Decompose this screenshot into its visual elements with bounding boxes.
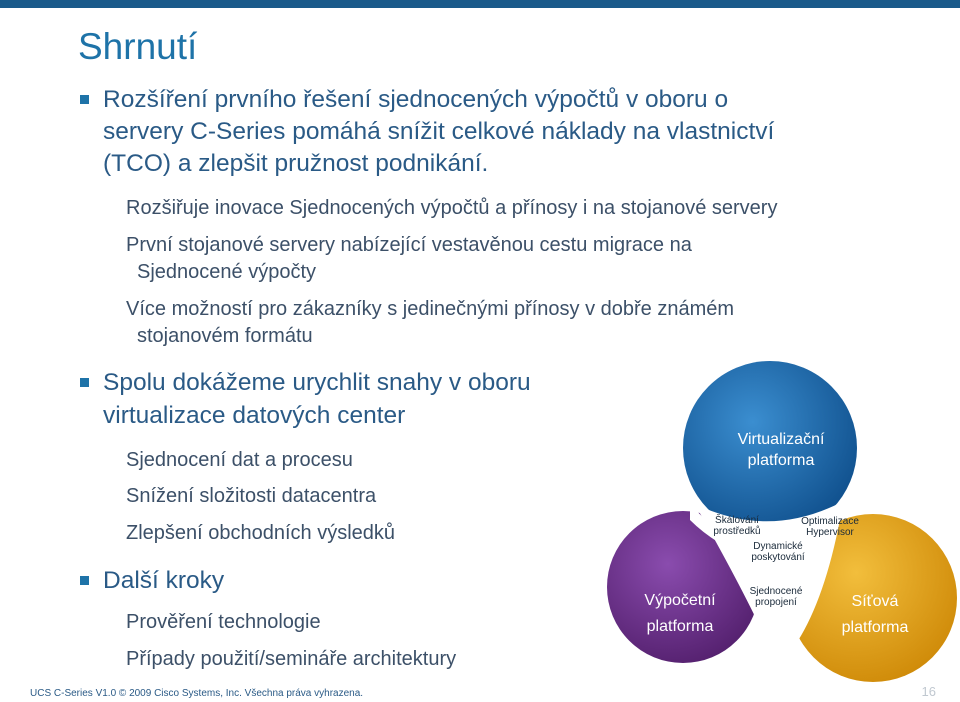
sub-1-2-line-2: Sjednocené výpočty [137, 261, 317, 283]
right-label-2: platforma [841, 619, 909, 636]
overlap-tr-2: Hypervisor [806, 527, 854, 538]
overlap-tl-1: Škálování [715, 515, 759, 526]
sub-1-3-line-2: stojanovém formátu [137, 325, 313, 347]
sub-3-1: Prověření technologie [126, 611, 321, 633]
center-2: poskytování [751, 552, 805, 563]
sub-2-2: Snížení složitosti datacentra [126, 485, 377, 507]
bullet-2-line-2: virtualizace datových center [103, 402, 406, 429]
right-label-1: Síťová [851, 593, 899, 610]
bullet-1-line-2: servery C-Series pomáhá snížit celkové náklady na vlastnictví [103, 118, 775, 145]
bullet-1-line-3: (TCO) a zlepšit pružnost podnikání. [103, 150, 489, 177]
sub-2-1: Sjednocení dat a procesu [126, 449, 353, 471]
slide-title: Shrnutí [78, 26, 198, 67]
page-number: 16 [921, 684, 936, 699]
bullet-1-line-1: Rozšíření prvního řešení sjednocených výpočtů v oboru o [103, 86, 729, 113]
top-label-2: platforma [747, 452, 815, 469]
top-label-1: Virtualizační [737, 431, 825, 448]
sub-2-3: Zlepšení obchodních výsledků [126, 522, 396, 544]
sub-3-2: Případy použití/semináře architektury [126, 648, 457, 670]
overlap-tl-2: prostředků [713, 526, 761, 537]
center-1: Dynamické [753, 541, 803, 552]
left-label-1: Výpočetní [644, 592, 716, 609]
sub-1-3-line-1: Více možností pro zákazníky s jedinečnými přínosy v dobře známém [126, 298, 735, 320]
overlap-tr-1: Optimalizace [801, 516, 859, 527]
overlap-bottom-2: propojení [755, 597, 797, 608]
sub-1-2-line-1: První stojanové servery nabízející vestavěnou cestu migrace na [126, 234, 692, 256]
bullet-3-line-1: Další kroky [103, 567, 225, 594]
left-label-2: platforma [646, 618, 714, 635]
footer-copyright: UCS C-Series V1.0 © 2009 Cisco Systems, Inc. Všechna práva vyhrazena. [30, 688, 364, 699]
bullet-2-line-1: Spolu dokážeme urychlit snahy v oboru [103, 369, 531, 396]
overlap-bottom-1: Sjednocené [749, 586, 803, 597]
sub-1-1: Rozšiřuje inovace Sjednocených výpočtů a přínosy i na stojanové servery [126, 197, 778, 219]
